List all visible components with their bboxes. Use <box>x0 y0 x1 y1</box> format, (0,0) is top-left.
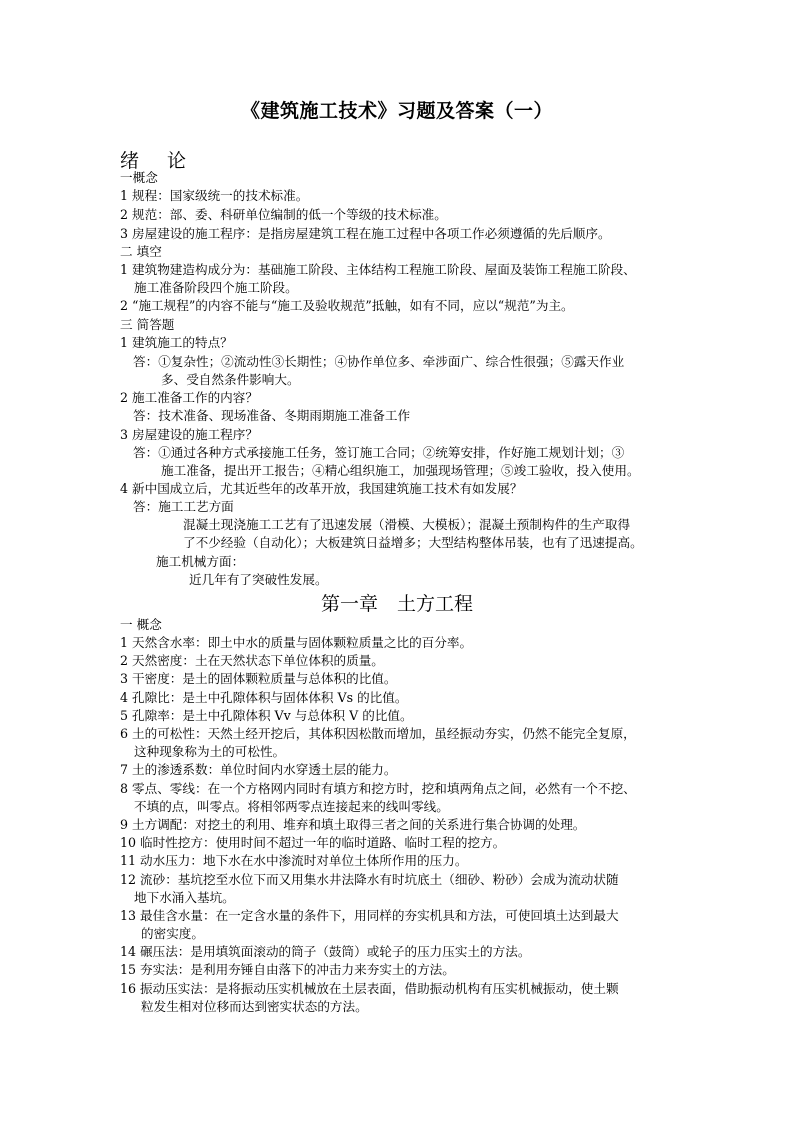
text-line: 2 “施工规程”的内容不能与“施工及验收规范”抵触，如有不同，应以“规范”为主。 <box>120 298 574 313</box>
text-line: 这种现象称为土的可松性。 <box>134 744 286 759</box>
text-line: 9 土方调配：对挖土的利用、堆弃和填土取得三者之间的关系进行集合协调的处理。 <box>120 817 586 832</box>
text-line: 1 规程：国家级统一的技术标准。 <box>120 188 309 203</box>
text-line: 4 孔隙比：是土中孔隙体积与固体体积 Vs 的比值。 <box>120 690 408 705</box>
text-line: 3 干密度：是土的固体颗粒质量与总体积的比值。 <box>120 671 397 686</box>
text-line: 15 夯实法：是利用夯锤自由落下的冲击力来夯实土的方法。 <box>120 962 455 977</box>
text-line: 5 孔隙率：是土中孔隙体积 Vv 与总体积 V 的比值。 <box>120 708 413 723</box>
text-line: 3 房屋建设的施工程序：是指房屋建筑工程在施工过程中各项工作必须遵循的先后顺序。 <box>120 226 611 241</box>
question-line: 4 新中国成立后，尤其近些年的改革开放，我国建筑施工技术有如发展？ <box>120 481 523 496</box>
answer-line: 多、受自然条件影响大。 <box>161 372 300 387</box>
section-heading: 二 填空 <box>120 244 162 259</box>
intro-heading-char-1: 绪 <box>120 150 140 172</box>
answer-line: 答：技术准备、现场准备、冬期雨期施工准备工作 <box>133 408 411 423</box>
answer-line: 答：施工工艺方面 <box>133 499 234 514</box>
text-line: 施工准备阶段四个施工阶段。 <box>134 280 298 295</box>
chapter-title: 第一章 土方工程 <box>320 593 473 615</box>
text-line: 的密实度。 <box>141 926 204 941</box>
text-line: 1 天然含水率：即土中水的质量与固体颗粒质量之比的百分率。 <box>120 635 473 650</box>
text-line: 13 最佳含水量：在一定含水量的条件下，用同样的夯实机具和方法，可使回填土达到最大 <box>120 908 619 923</box>
answer-line: 答：①复杂性；②流动性③长期性；④协作单位多、牵涉面广、综合性很强；⑤露天作业 <box>133 354 625 369</box>
text-line: 11 动水压力：地下水在水中渗流时对单位土体所作用的压力。 <box>120 853 468 868</box>
text-line: 14 碾压法：是用填筑面滚动的筒子（鼓筒）或轮子的压力压实土的方法。 <box>120 944 531 959</box>
answer-line: 混凝土现浇施工工艺有了迅速发展（滑模、大模板）；混凝土预制构件的生产取得 <box>183 517 631 532</box>
section-heading: 一 概念 <box>120 617 162 632</box>
text-line: 7 土的渗透系数：单位时间内水穿透土层的能力。 <box>120 762 397 777</box>
text-line: 不填的点，叫零点。将相邻两零点连接起来的线叫零线。 <box>134 799 449 814</box>
answer-line: 施工机械方面： <box>156 554 245 569</box>
text-line: 12 流砂：基坑挖至水位下而又用集水井法降水有时坑底土（细砂、粉砂）会成为流动状随 <box>120 872 619 887</box>
text-line: 6 土的可松性：天然土经开挖后，其体积因松散而增加，虽经振动夯实，仍然不能完全复原， <box>120 726 636 741</box>
text-line: 8 零点、零线：在一个方格网内同时有填方和挖方时，挖和填两角点之间，必然有一个不挖、 <box>120 781 636 796</box>
section-heading: 一概念 <box>120 170 158 185</box>
text-line: 1 建筑物建造构成分为：基础施工阶段、主体结构工程施工阶段、屋面及装饰工程施工阶段、 <box>120 262 636 277</box>
text-line: 2 规范：部、委、科研单位编制的低一个等级的技术标准。 <box>120 207 447 222</box>
question-line: 1 建筑施工的特点？ <box>120 335 233 350</box>
question-line: 3 房屋建设的施工程序？ <box>120 427 258 442</box>
document-title: 《建筑施工技术》习题及答案（一） <box>240 100 553 122</box>
text-line: 2 天然密度：土在天然状态下单位体积的质量。 <box>120 653 384 668</box>
question-line: 2 施工准备工作的内容？ <box>120 390 258 405</box>
text-line: 地下水涌入基坑。 <box>134 890 235 905</box>
text-line: 粒发生相对位移而达到密实状态的方法。 <box>141 999 368 1014</box>
answer-line: 了不少经验（自动化）；大板建筑日益增多；大型结构整体吊装，也有了迅速提高。 <box>183 535 643 550</box>
section-heading: 三 简答题 <box>120 317 175 332</box>
answer-line: 施工准备，提出开工报告；④精心组织施工，加强现场管理；⑤竣工验收，投入使用。 <box>161 463 640 478</box>
answer-line: 答：①通过各种方式承接施工任务，签订施工合同；②统筹安排，作好施工规划计划；③ <box>133 445 625 460</box>
text-line: 10 临时性挖方：使用时间不超过一年的临时道路、临时工程的挖方。 <box>120 835 506 850</box>
answer-line: 近几年有了突破性发展。 <box>189 572 328 587</box>
text-line: 16 振动压实法：是将振动压实机械放在土层表面，借助振动机构有压实机械振动，使土颗 <box>120 981 619 996</box>
intro-heading-char-2: 论 <box>167 150 187 172</box>
